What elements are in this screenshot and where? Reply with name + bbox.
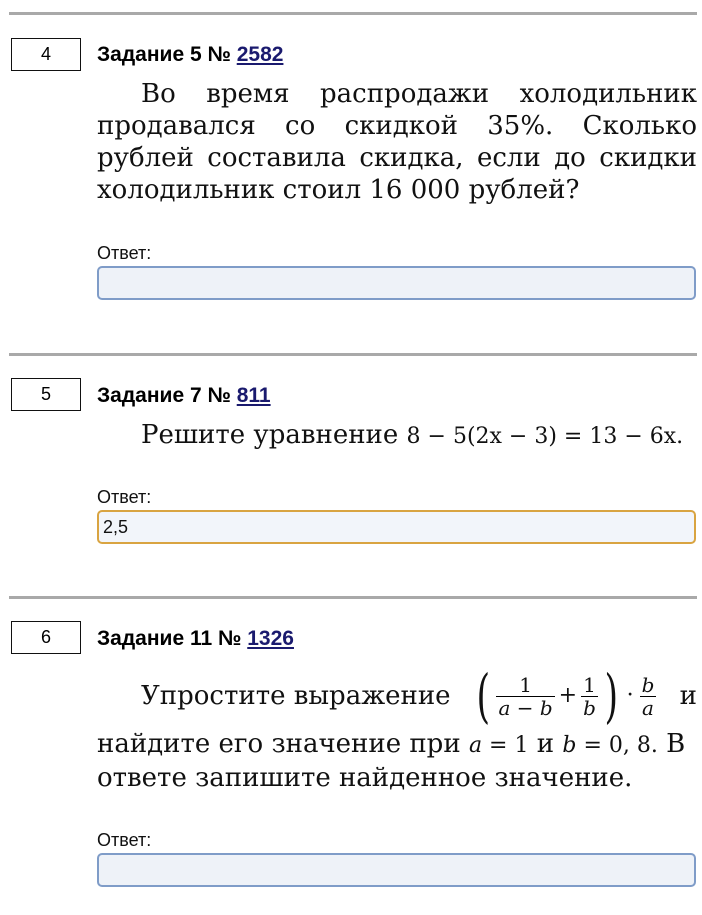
task-divider [9, 596, 697, 599]
task-number-box: 4 [11, 38, 81, 71]
answer-label: Ответ: [97, 487, 152, 507]
task-header [97, 384, 271, 408]
fraction: $\frac{b}{a}$ [641, 672, 655, 720]
task-header [97, 43, 283, 67]
condition-a: a = 1 [468, 733, 529, 758]
fraction: $\frac{1}{b}$ [583, 672, 596, 720]
condition-b: b = 0, 8. [562, 733, 658, 758]
answer-input[interactable] [97, 266, 696, 300]
answer-label: Ответ: [97, 830, 152, 850]
task-id-link[interactable]: 2582 [236, 43, 284, 66]
task-header-label: Задание 11 № [97, 627, 242, 650]
task-text-content: Во время распродажи холодильник продавался со скидкой 35%. Сколько рублей составила скидка, если до скидки холодильник стоил 16 000 рублей? [97, 79, 697, 205]
task-number-box: 6 [11, 621, 81, 654]
equation: 8 − 5(2x − 3) = 13 − 6x. [406, 424, 684, 449]
task-id-link[interactable]: 1326 [247, 627, 294, 650]
answer-input[interactable] [97, 853, 696, 887]
expression: ( $\frac{1}{a - b}$ + $\frac{1}{b}$ ) · $\frac{b}{a}$ [476, 662, 655, 730]
task-header-label: Задание 5 № [97, 43, 231, 66]
task-id-link[interactable]: 811 [236, 384, 271, 407]
task-text-content: Решите уравнение [141, 420, 399, 450]
task-number-box: 5 [11, 378, 81, 411]
answer-label: Ответ: [97, 243, 152, 263]
task-header [97, 627, 294, 651]
task-header-label: Задание 7 № [97, 384, 231, 407]
task-text [97, 419, 697, 453]
task-divider [9, 12, 697, 15]
fraction: $\frac{1}{a - b}$ [498, 672, 553, 720]
task-text-content: Упростите выражение [141, 681, 451, 711]
task-text [97, 78, 697, 206]
task-text: Упростите выражение ( $\frac{1}{a - b}$ + $\frac{1}{b}$ ) · $\frac{b}{a}$ и найдите его значение при a = 1 и b = 0, 8. В ответе запишите найденное значение. [97, 662, 697, 793]
task-divider [9, 353, 697, 356]
answer-input[interactable] [97, 510, 696, 544]
